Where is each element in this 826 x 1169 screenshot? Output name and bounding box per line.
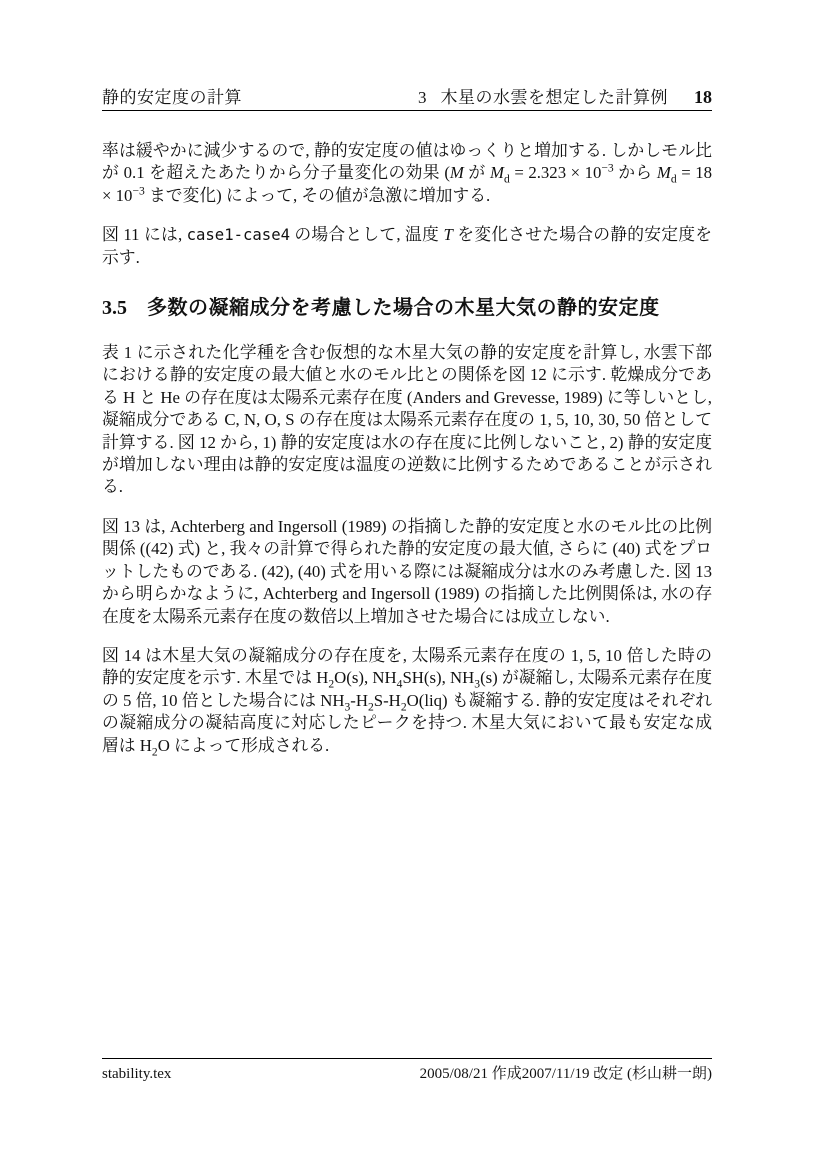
math-segment: T — [443, 225, 453, 245]
math-segment: M — [656, 163, 671, 183]
running-head-section-title: 木星の水雲を想定した計算例 — [440, 88, 668, 107]
footer-filename: stability.tex — [102, 1066, 172, 1082]
paragraph-table1-figure12: 表 1 に示された化学種を含む仮想的な木星大気の静的安定度を計算し, 水雲下部における静的安定度の最大値と水のモル比との関係を図 12 に示す. 乾燥成分である H と He の存在度は太陽系元素存在度 (Anders and Grevesse, 1989) に等しいとし, 凝縮成分である C, N, O, S の存在度は太陽系元素存在度の 1, 5, 10, 30, 50 倍として計算する. 図 12 から, 1) 静的安定度は水の存在度に比例しないこと, 2) 静的安定度が増加しない理由は静的安定度は温度の逆数に比例するためであることが示される. — [102, 343, 712, 497]
sub-segment: 2 — [400, 700, 407, 714]
paragraph-molar-ratio: 率は緩やかに減少するので, 静的安定度の値はゆっくりと増加する. しかしモル比が 0.1 を超えたあたりから分子量変化の効果 (M が $M_d = 2.323 \times 10^{-3}$ から $M_d = 18 \times 10^{-3}$ まで変化) によって, その値が急激に増加する. — [102, 141, 712, 205]
section-heading — [102, 295, 712, 321]
page-number: 18 — [694, 87, 712, 107]
paragraph-figure13: 図 13 は, Achterberg and Ingersoll (1989) の指摘した静的安定度と水のモル比の比例関係 ((42) 式) と, 我々の計算で得られた静的安定度の最大値, さらに (40) 式をプロットしたものである. (42), (40) 式を用いる際には凝縮成分は水のみ考慮した. 図 13 から明らかなように, Achterberg and Ingersoll (1989) の指摘した比例関係は, 水の存在度を太陽系元素存在度の数倍以上増加させた場合には成立しない. — [102, 516, 712, 626]
sub-segment: 3 — [344, 700, 351, 714]
sup-segment: −3 — [601, 161, 614, 175]
sub-segment: 2 — [328, 677, 335, 691]
page-footer — [102, 1064, 712, 1084]
running-head-section-number: 3 — [418, 88, 427, 107]
paragraph-figure11: 図 11 には, case1-case4 の場合として, 温度 T を変化させた場合の静的安定度を示す. — [102, 225, 712, 267]
running-head-left: 静的安定度の計算 — [102, 88, 242, 107]
header-rule — [102, 110, 712, 111]
body-text — [102, 140, 712, 774]
mono-segment: case1-case4 — [186, 226, 290, 245]
section-title: 多数の凝縮成分を考慮した場合の木星大気の静的安定度 — [147, 297, 660, 320]
footer-rule — [102, 1058, 712, 1059]
sub-segment: 4 — [396, 677, 403, 691]
section-number: 3.5 — [102, 297, 127, 320]
sub-segment: 3 — [474, 677, 481, 691]
sub-segment: d — [504, 172, 510, 186]
running-head-right — [418, 86, 712, 109]
math-segment: M — [490, 163, 505, 183]
running-head — [102, 86, 712, 109]
sub-segment: 2 — [367, 700, 374, 714]
sub-segment: 2 — [151, 744, 158, 758]
sub-segment: d — [670, 172, 677, 186]
paragraph-figure14: 図 14 は木星大気の凝縮成分の存在度を, 太陽系元素存在度の 1, 5, 10 倍した時の静的安定度を示す. 木星では $H_2O(s)$, $NH_4SH(s)$, $NH_3(s)$ が凝縮し, 太陽系元素存在度の 5 倍, 10 倍とした場合には $NH_3-H_2S-H_2O(liq)$ も凝縮する. 静的安定度はそれぞれの凝縮成分の凝結高度に対応したピークを持つ. 木星大気において最も安定な成層は $H_2O$ によって形成される. — [102, 645, 712, 758]
sup-segment: −3 — [132, 184, 145, 198]
footer-revision-dates: 2005/08/21 作成2007/11/19 改定 (杉山耕一朗) — [419, 1066, 712, 1082]
math-segment: M — [449, 163, 464, 183]
